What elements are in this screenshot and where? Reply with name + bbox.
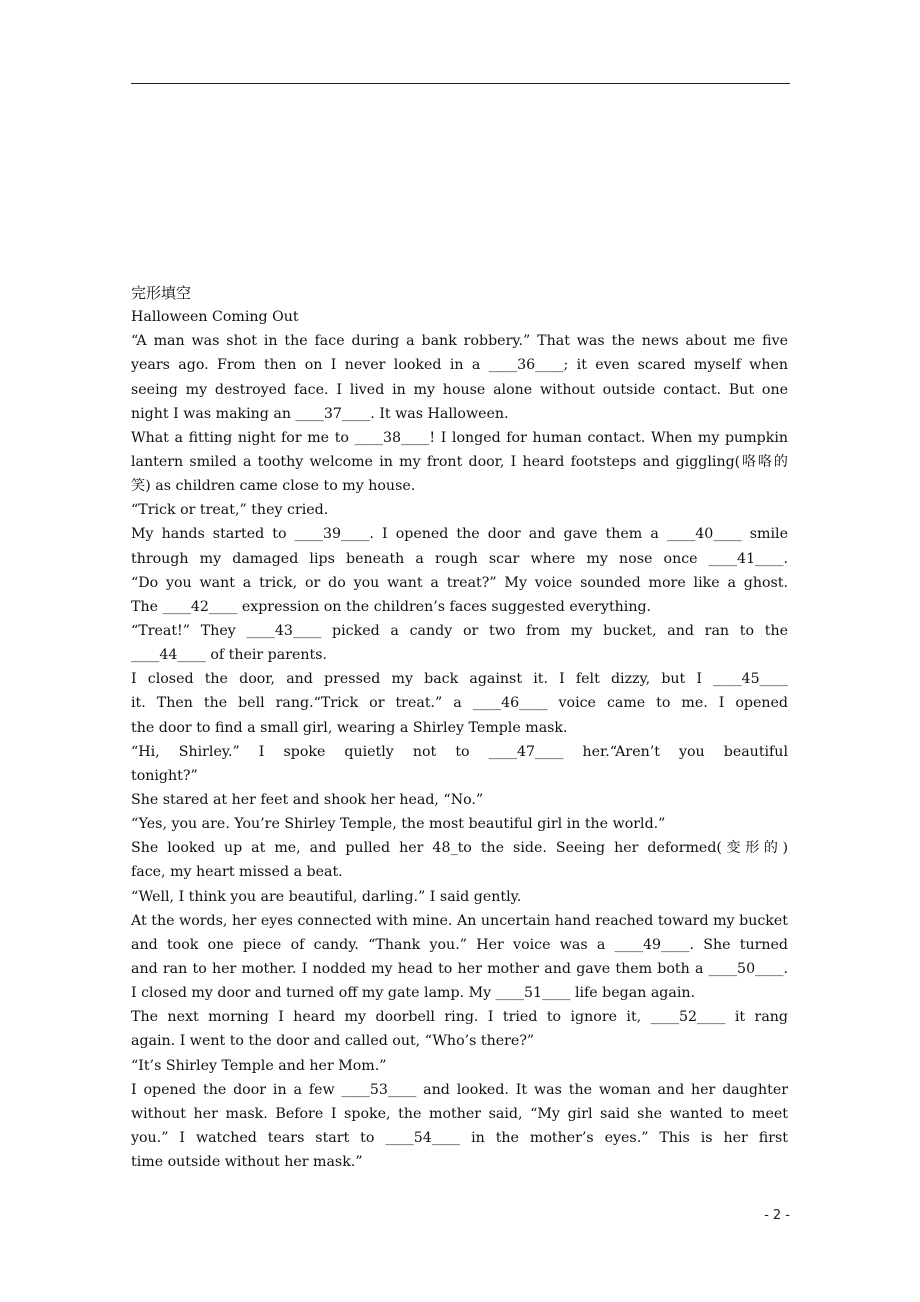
- story-title: Halloween Coming Out: [131, 309, 299, 326]
- passage-line: The next morning I heard my doorbell ring. I tried to ignore it, ____52____ it rang: [131, 1009, 788, 1026]
- passage-line: you.” I watched tears start to ____54____ in the mother’s eyes.” This is her first: [131, 1129, 788, 1146]
- passage-line: “Do you want a trick, or do you want a treat?” My voice sounded more like a ghost.: [131, 574, 788, 591]
- passage-line: I closed my door and turned off my gate lamp. My ____51____ life began again.: [131, 985, 696, 1002]
- passage-line: She stared at her feet and shook her head, “No.”: [131, 791, 484, 808]
- passage-line: “It’s Shirley Temple and her Mom.”: [131, 1057, 387, 1074]
- passage-lines: [131, 329, 788, 1174]
- passage-line: My hands started to ____39____. I opened the door and gave them a ____40____ smile: [131, 526, 788, 543]
- passage-line: lantern smiled a toothy welcome in my front door, I heard footsteps and giggling(咯咯的: [131, 453, 788, 470]
- passage-line: time outside without her mask.”: [131, 1154, 363, 1171]
- passage-line: “Well, I think you are beautiful, darling.” I said gently.: [131, 888, 522, 905]
- passage-line: The ____42____ expression on the children’s faces suggested everything.: [131, 598, 652, 615]
- passage-line: and took one piece of candy. “Thank you.” Her voice was a ____49____. She turned: [131, 936, 788, 953]
- passage-line: What a fitting night for me to ____38____! I longed for human contact. When my pumpkin: [131, 429, 788, 446]
- section-heading: 完形填空: [131, 284, 192, 302]
- passage-line: I closed the door, and pressed my back against it. I felt dizzy, but I ____45____: [131, 671, 788, 688]
- passage-line: and ran to her mother. I nodded my head to her mother and gave them both a ____50____.: [131, 960, 788, 977]
- passage-line: without her mask. Before I spoke, the mother said, “My girl said she wanted to meet: [131, 1105, 788, 1122]
- passage-line: it. Then the bell rang.“Trick or treat.” a ____46____ voice came to me. I opened: [131, 695, 788, 712]
- passage-line: She looked up at me, and pulled her 48_to the side. Seeing her deformed(变形的): [131, 840, 788, 857]
- passage-line: ____44____ of their parents.: [131, 647, 328, 664]
- passage-line: 笑) as children came close to my house.: [131, 478, 416, 495]
- page-number: - 2 -: [764, 1208, 790, 1223]
- passage-line: “Treat!” They ____43____ picked a candy or two from my bucket, and ran to the: [131, 622, 788, 639]
- cloze-passage: [131, 281, 788, 1174]
- passage-line: again. I went to the door and called out, “Who’s there?”: [131, 1033, 535, 1050]
- passage-line: At the words, her eyes connected with mine. An uncertain hand reached toward my bucket: [131, 912, 788, 929]
- passage-line: seeing my destroyed face. I lived in my house alone without outside contact. But one: [131, 381, 788, 398]
- header-rule: [131, 83, 790, 84]
- passage-line: “Hi, Shirley.” I spoke quietly not to ____47____ her.“Aren’t you beautiful: [131, 743, 788, 760]
- passage-line: face, my heart missed a beat.: [131, 864, 343, 881]
- passage-line: through my damaged lips beneath a rough scar where my nose once ____41____.: [131, 550, 788, 567]
- passage-line: night I was making an ____37____. It was Halloween.: [131, 405, 509, 422]
- passage-line: I opened the door in a few ____53____ and looked. It was the woman and her daughter: [131, 1081, 788, 1098]
- passage-line: “Trick or treat,” they cried.: [131, 502, 329, 519]
- passage-line: years ago. From then on I never looked in a ____36____; it even scared myself when: [131, 357, 788, 374]
- passage-line: “A man was shot in the face during a bank robbery.” That was the news about me five: [131, 333, 788, 350]
- passage-line: tonight?”: [131, 767, 198, 784]
- passage-line: the door to find a small girl, wearing a Shirley Temple mask.: [131, 719, 568, 736]
- passage-line: “Yes, you are. You’re Shirley Temple, the most beautiful girl in the world.”: [131, 816, 666, 833]
